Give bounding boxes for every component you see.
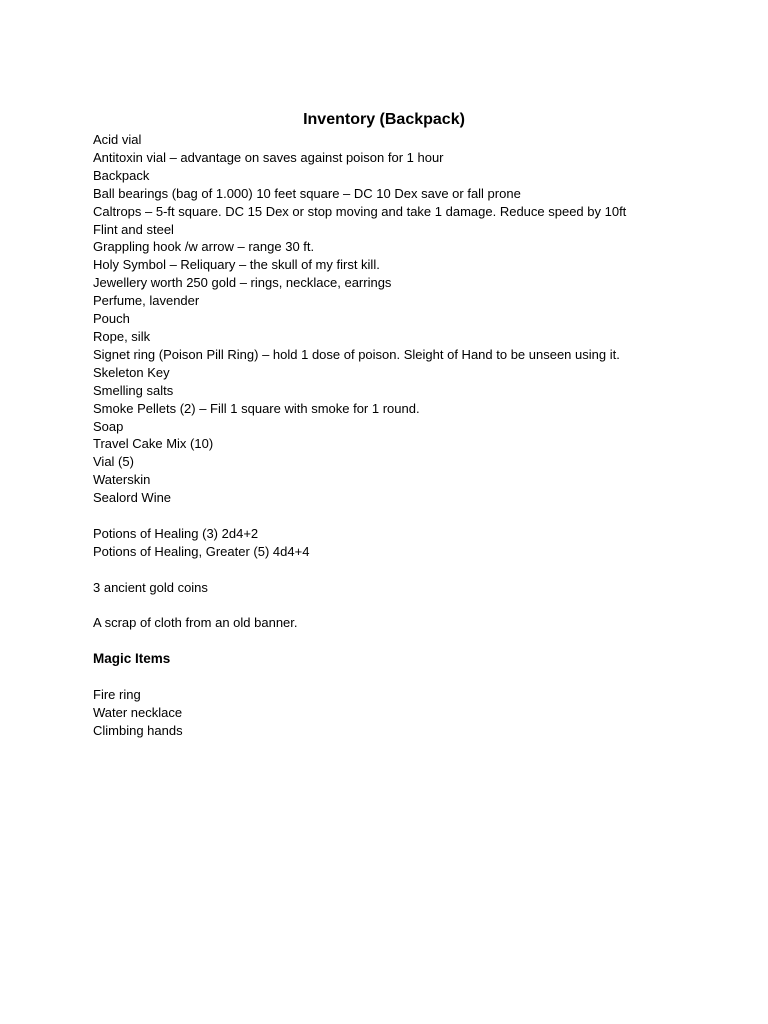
magic-item: Fire ring [93, 687, 141, 703]
inventory-item: Caltrops – 5-ft square. DC 15 Dex or stop moving and take 1 damage. Reduce speed by 10ft [93, 203, 627, 219]
magic-items-list [93, 686, 693, 740]
paragraph-spacer [93, 597, 693, 615]
inventory-item: Antitoxin vial – advantage on saves against poison for 1 hour [93, 149, 444, 165]
magic-items-heading: Magic Items [93, 651, 171, 667]
inventory-item: Flint and steel [93, 221, 174, 237]
paragraph-spacer [93, 632, 693, 650]
paragraph-spacer [93, 561, 693, 579]
document-title: Inventory (Backpack) [303, 111, 465, 128]
inventory-item: Ball bearings (bag of 1.000) 10 feet square – DC 10 Dex save or fall prone [93, 185, 521, 201]
inventory-item: Backpack [93, 167, 150, 183]
inventory-item: Jewellery worth 250 gold – rings, necklace, earrings [93, 275, 392, 291]
inventory-item: Travel Cake Mix (10) [93, 436, 214, 452]
inventory-item: Smelling salts [93, 382, 174, 398]
inventory-item: Rope, silk [93, 328, 151, 344]
inventory-item: Smoke Pellets (2) – Fill 1 square with smoke for 1 round. [93, 400, 420, 416]
inventory-item: Perfume, lavender [93, 293, 200, 309]
potion-item: Potions of Healing (3) 2d4+2 [93, 525, 259, 541]
document-body [93, 131, 693, 740]
inventory-item: Acid vial [93, 132, 142, 147]
scrap-line: A scrap of cloth from an old banner. [93, 615, 298, 631]
inventory-item: Soap [93, 418, 124, 434]
inventory-list [93, 131, 693, 507]
inventory-item: Signet ring (Poison Pill Ring) – hold 1 dose of poison. Sleight of Hand to be unseen using it. [93, 346, 620, 362]
inventory-item: Grappling hook /w arrow – range 30 ft. [93, 239, 315, 255]
inventory-item: Waterskin [93, 472, 151, 488]
inventory-item: Holy Symbol – Reliquary – the skull of my first kill. [93, 257, 380, 273]
inventory-item: Skeleton Key [93, 364, 170, 380]
inventory-item: Vial (5) [93, 454, 134, 470]
paragraph-spacer [93, 668, 693, 686]
magic-item: Climbing hands [93, 722, 183, 738]
inventory-item: Pouch [93, 311, 130, 327]
paragraph-spacer [93, 507, 693, 525]
potions-list [93, 525, 693, 561]
magic-item: Water necklace [93, 704, 183, 720]
potion-item: Potions of Healing, Greater (5) 4d4+4 [93, 543, 310, 559]
inventory-item: Sealord Wine [93, 490, 172, 506]
coins-line: 3 ancient gold coins [93, 579, 208, 595]
